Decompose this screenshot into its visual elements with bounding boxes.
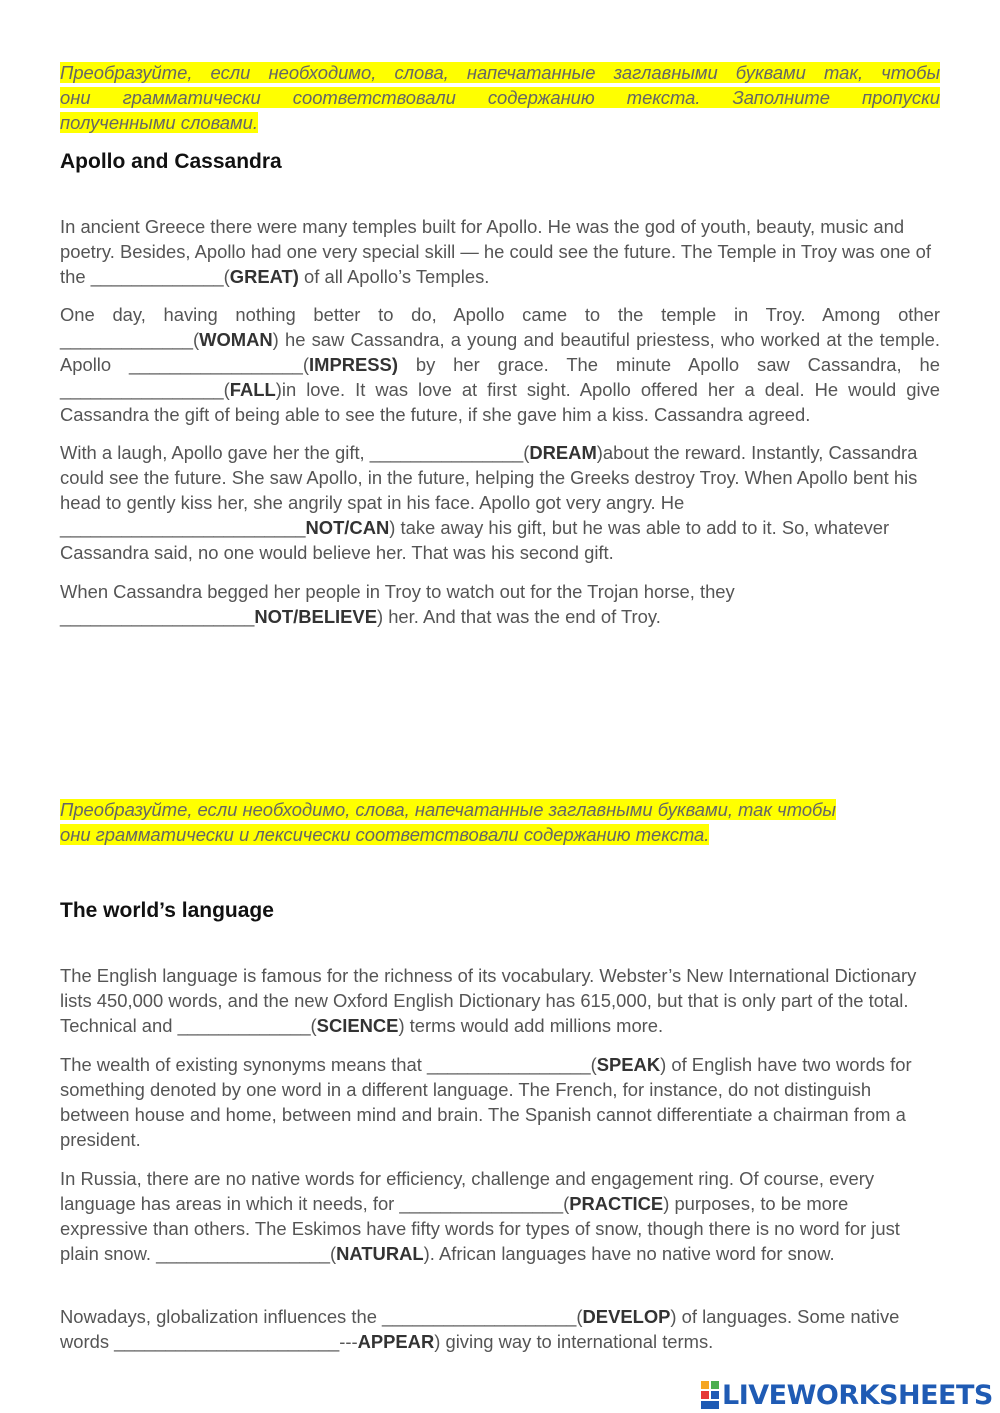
blank-dream[interactable]: _______________ xyxy=(369,442,524,463)
word-not-can: NOT/CAN xyxy=(305,517,390,538)
instruction-1-line-2: они грамматически соответствовали содержанию текста. Заполните пропуски xyxy=(60,87,940,108)
word-fall: FALL xyxy=(229,379,276,400)
s1-paragraph-3: With a laugh, Apollo gave her the gift, _______________(DREAM)about the reward. Instantly, Cassandra could see the future. She saw Apollo, in the future, helping the Greeks destroy Troy. When Apollo bent his head to gently kiss her, she angrily spat in his face. Apollo got very angry. He ________________________NOT/CAN) take away his gift, but he was able to add to it. So, whatever Cassandra said, no one would believe her. That was his second gift. xyxy=(60,442,918,563)
word-natural: NATURAL xyxy=(336,1243,424,1264)
blank-science[interactable]: _____________ xyxy=(177,1015,311,1036)
word-speak: SPEAK xyxy=(596,1054,661,1075)
word-impress: IMPRESS) xyxy=(309,354,398,375)
word-woman: WOMAN xyxy=(199,329,273,350)
liveworksheets-logo[interactable] xyxy=(700,1378,993,1412)
blank-appear[interactable]: ______________________ xyxy=(114,1331,340,1352)
s2-paragraph-3: In Russia, there are no native words for efficiency, challenge and engagement ring. Of course, every language has areas in which it needs, for ________________(PRACTICE) purposes, to be more expressive than others. The Eskimos have fifty words for types of snow, though there is no word for just plain snow. _________________(NATURAL). African languages have no native word for snow. xyxy=(60,1168,900,1264)
instruction-2-line-1: Преобразуйте, если необходимо, слова, напечатанные заглавными буквами, так чтобы xyxy=(60,799,836,820)
section-2-title: The world’s language xyxy=(60,899,274,922)
s1-paragraph-1: In ancient Greece there were many temples built for Apollo. He was the god of youth, beauty, music and poetry. Besides, Apollo had one very special skill — he could see the future. The Temple in Troy was one of the _____________(GREAT) of all Apollo’s Temples. xyxy=(60,216,931,287)
blank-practice[interactable]: ________________ xyxy=(399,1193,564,1214)
blank-natural[interactable]: _________________ xyxy=(156,1243,330,1264)
blank-not-can[interactable]: ________________________ xyxy=(60,517,306,538)
blank-great[interactable]: _____________ xyxy=(90,266,224,287)
blank-develop[interactable]: ___________________ xyxy=(382,1306,577,1327)
word-great: GREAT) xyxy=(229,266,299,287)
blank-impress[interactable]: _________________ xyxy=(129,354,303,375)
blank-woman[interactable]: _____________ xyxy=(60,329,193,350)
s1-paragraph-2: One day, having nothing better to do, Apollo came to the temple in Troy. Among other _____________(WOMAN) he saw Cassandra, a young and beautiful priestess, who worked at the temple. Apollo _________________(IMPRESS) by her grace. The minute Apollo saw Cassandra, he ________________(FALL)in love. It was love at first sight. Apollo offered her a deal. He would give Cassandra the gift of being able to see the future, if she gave him a kiss. Cassandra agreed. xyxy=(60,304,940,425)
s2-paragraph-2: The wealth of existing synonyms means that ________________(SPEAK) of English have two words for something denoted by one word in a different language. The French, for instance, do not distinguish between house and home, between mind and brain. The Spanish cannot differentiate a chairman from a president. xyxy=(60,1054,912,1150)
word-develop: DEVELOP xyxy=(582,1306,671,1327)
liveworksheets-mark-icon xyxy=(700,1380,720,1410)
instruction-1 xyxy=(60,60,940,135)
instruction-1-line-1: Преобразуйте, если необходимо, слова, напечатанные заглавными буквами так, чтобы xyxy=(60,62,940,83)
logo-wordmark: LIVEWORKSHEETS xyxy=(722,1379,993,1411)
word-science: SCIENCE xyxy=(316,1015,399,1036)
instruction-2-line-2: они грамматически и лексически соответствовали содержанию текста. xyxy=(60,824,710,845)
word-practice: PRACTICE xyxy=(569,1193,664,1214)
s2-paragraph-1: The English language is famous for the richness of its vocabulary. Webster’s New International Dictionary lists 450,000 words, and the new Oxford English Dictionary has 615,000, but that is only part of the total. Technical and _____________(SCIENCE) terms would add millions more. xyxy=(60,965,917,1036)
word-dream: DREAM xyxy=(529,442,597,463)
section-1-title: Apollo and Cassandra xyxy=(60,150,282,173)
s2-paragraph-4: Nowadays, globalization influences the ___________________(DEVELOP) of languages. Some native words ______________________---APPEAR) giving way to international terms. xyxy=(60,1306,900,1352)
blank-fall[interactable]: ________________ xyxy=(60,379,224,400)
s1-paragraph-4: When Cassandra begged her people in Troy to watch out for the Trojan horse, they ___________________NOT/BELIEVE) her. And that was the end of Troy. xyxy=(60,581,735,627)
blank-speak[interactable]: ________________ xyxy=(426,1054,591,1075)
blank-not-believe[interactable]: ___________________ xyxy=(60,606,255,627)
word-not-believe: NOT/BELIEVE xyxy=(254,606,377,627)
instruction-2 xyxy=(60,797,940,847)
word-appear: APPEAR xyxy=(357,1331,435,1352)
instruction-1-line-3: полученными словами. xyxy=(60,112,258,133)
